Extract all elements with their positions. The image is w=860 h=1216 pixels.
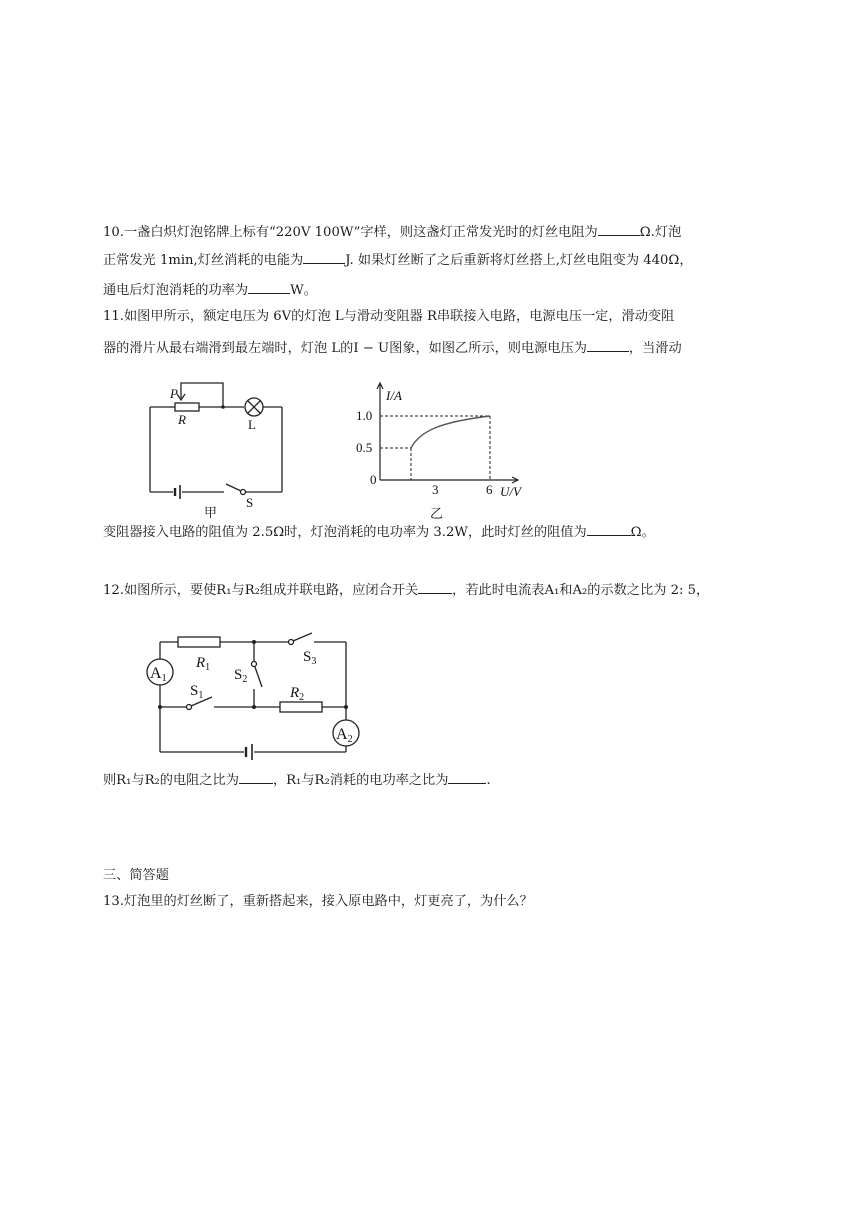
- ytick-1-0: 1.0: [356, 408, 373, 423]
- q10-line-3: [103, 280, 763, 300]
- q10-text-1-tail: Ω.灯泡: [639, 225, 682, 240]
- q10-blank-power[interactable]: [248, 280, 290, 294]
- label-r1: $R_1$: [196, 655, 211, 673]
- x-axis-label: U/V: [500, 484, 521, 499]
- section-3-title: [103, 867, 763, 885]
- q11-blank-resistance[interactable]: [587, 522, 631, 536]
- ytick-0-5: 0.5: [356, 440, 373, 455]
- q12-text-1-tail: ，若此时电流表A₁和A₂的示数之比为 2: 5，: [452, 583, 710, 598]
- q10-blank-energy[interactable]: [303, 250, 345, 264]
- q11-text-2: 器的滑片从最右端滑到最左端时，灯泡 L的I − U图象，如图乙所示，则电源电压为: [103, 341, 587, 356]
- q10-text-2: 正常发光 1min,灯丝消耗的电能为: [103, 253, 304, 268]
- q12-line-1: [103, 580, 763, 600]
- q11-line-3: [103, 522, 763, 542]
- resistor-r2: [280, 702, 322, 712]
- caption-jia: 甲: [204, 505, 218, 518]
- q12-text-1: 12.如图所示，要使R₁与R₂组成并联电路，应闭合开关: [103, 583, 419, 598]
- q11-blank-voltage[interactable]: [587, 338, 629, 352]
- q12-text-2: 则R₁与R₂的电阻之比为: [103, 773, 239, 788]
- switch-s: [241, 490, 246, 495]
- q10-text-1: 10.一盏白炽灯泡铭牌上标有“220V 100W”字样，则这盏灯正常发光时的灯丝电阻为: [103, 225, 598, 240]
- iu-curve: [411, 416, 490, 448]
- q11-text-2-tail: ，当滑动: [628, 341, 682, 356]
- y-axis-label: I/A: [386, 388, 402, 403]
- circuit-diagram-q12: [138, 625, 368, 765]
- circuit-diagram-jia: [140, 378, 300, 518]
- ytick-0: 0: [370, 472, 377, 487]
- q10-text-3-tail: W。: [290, 283, 317, 298]
- label-a1: A1: [150, 665, 167, 684]
- label-p: P: [170, 386, 178, 401]
- q10-text-3: 通电后灯泡消耗的功率为: [103, 283, 249, 298]
- q11-text-3: 变阻器接入电路的阻值为 2.5Ω时，灯泡消耗的电功率为 3.2W，此时灯丝的阻值为: [103, 525, 587, 540]
- q11-line-2: [103, 338, 763, 358]
- caption-yi: 乙: [430, 506, 444, 521]
- section-3-title-text: 三、简答题: [103, 868, 169, 883]
- q10-text-2-tail: J. 如果灯丝断了之后重新将灯丝搭上,灯丝电阻变为 440Ω，: [345, 253, 693, 268]
- q13-text-1: 13.灯泡里的灯丝断了，重新搭起来，接入原电路中，灯更亮了，为什么？: [103, 894, 533, 909]
- resistor-r1: [178, 637, 220, 647]
- q13-line-1: [103, 893, 763, 911]
- q11-text-3-tail: Ω。: [630, 525, 655, 540]
- label-r: R: [178, 412, 186, 427]
- q11-text-1: 11.如图甲所示，额定电压为 6V的灯泡 L与滑动变阻器 R串联接入电路，电源电压一定，滑动变阻: [103, 309, 675, 324]
- q12-blank-resistance-ratio[interactable]: [239, 770, 273, 784]
- label-r2: $R_2$: [290, 685, 305, 703]
- q12-blank-switch[interactable]: [418, 580, 452, 594]
- switch-s2: [252, 662, 257, 667]
- q10-line-2: [103, 250, 763, 270]
- q10-line-1: [103, 222, 763, 242]
- label-s: S: [246, 495, 254, 510]
- label-l: L: [248, 417, 256, 432]
- iu-graph-yi: [350, 376, 540, 528]
- q12-text-2-mid: ，R₁与R₂消耗的电功率之比为: [272, 773, 449, 788]
- q12-line-2: [103, 770, 763, 790]
- xtick-3: 3: [432, 482, 439, 497]
- rheostat-r: [175, 403, 199, 411]
- q11-line-1: [103, 308, 763, 326]
- label-s3: $S_3$: [303, 649, 317, 667]
- switch-s1: [187, 705, 192, 710]
- q10-blank-resistance[interactable]: [598, 222, 640, 236]
- label-a2: A2: [336, 726, 353, 745]
- xtick-6: 6: [486, 482, 493, 497]
- label-s2: $S_2$: [234, 667, 248, 685]
- q12-blank-power-ratio[interactable]: [448, 770, 486, 784]
- switch-s3: [289, 640, 294, 645]
- label-s1: $S_1$: [190, 683, 204, 701]
- q12-text-2-tail: .: [486, 773, 491, 788]
